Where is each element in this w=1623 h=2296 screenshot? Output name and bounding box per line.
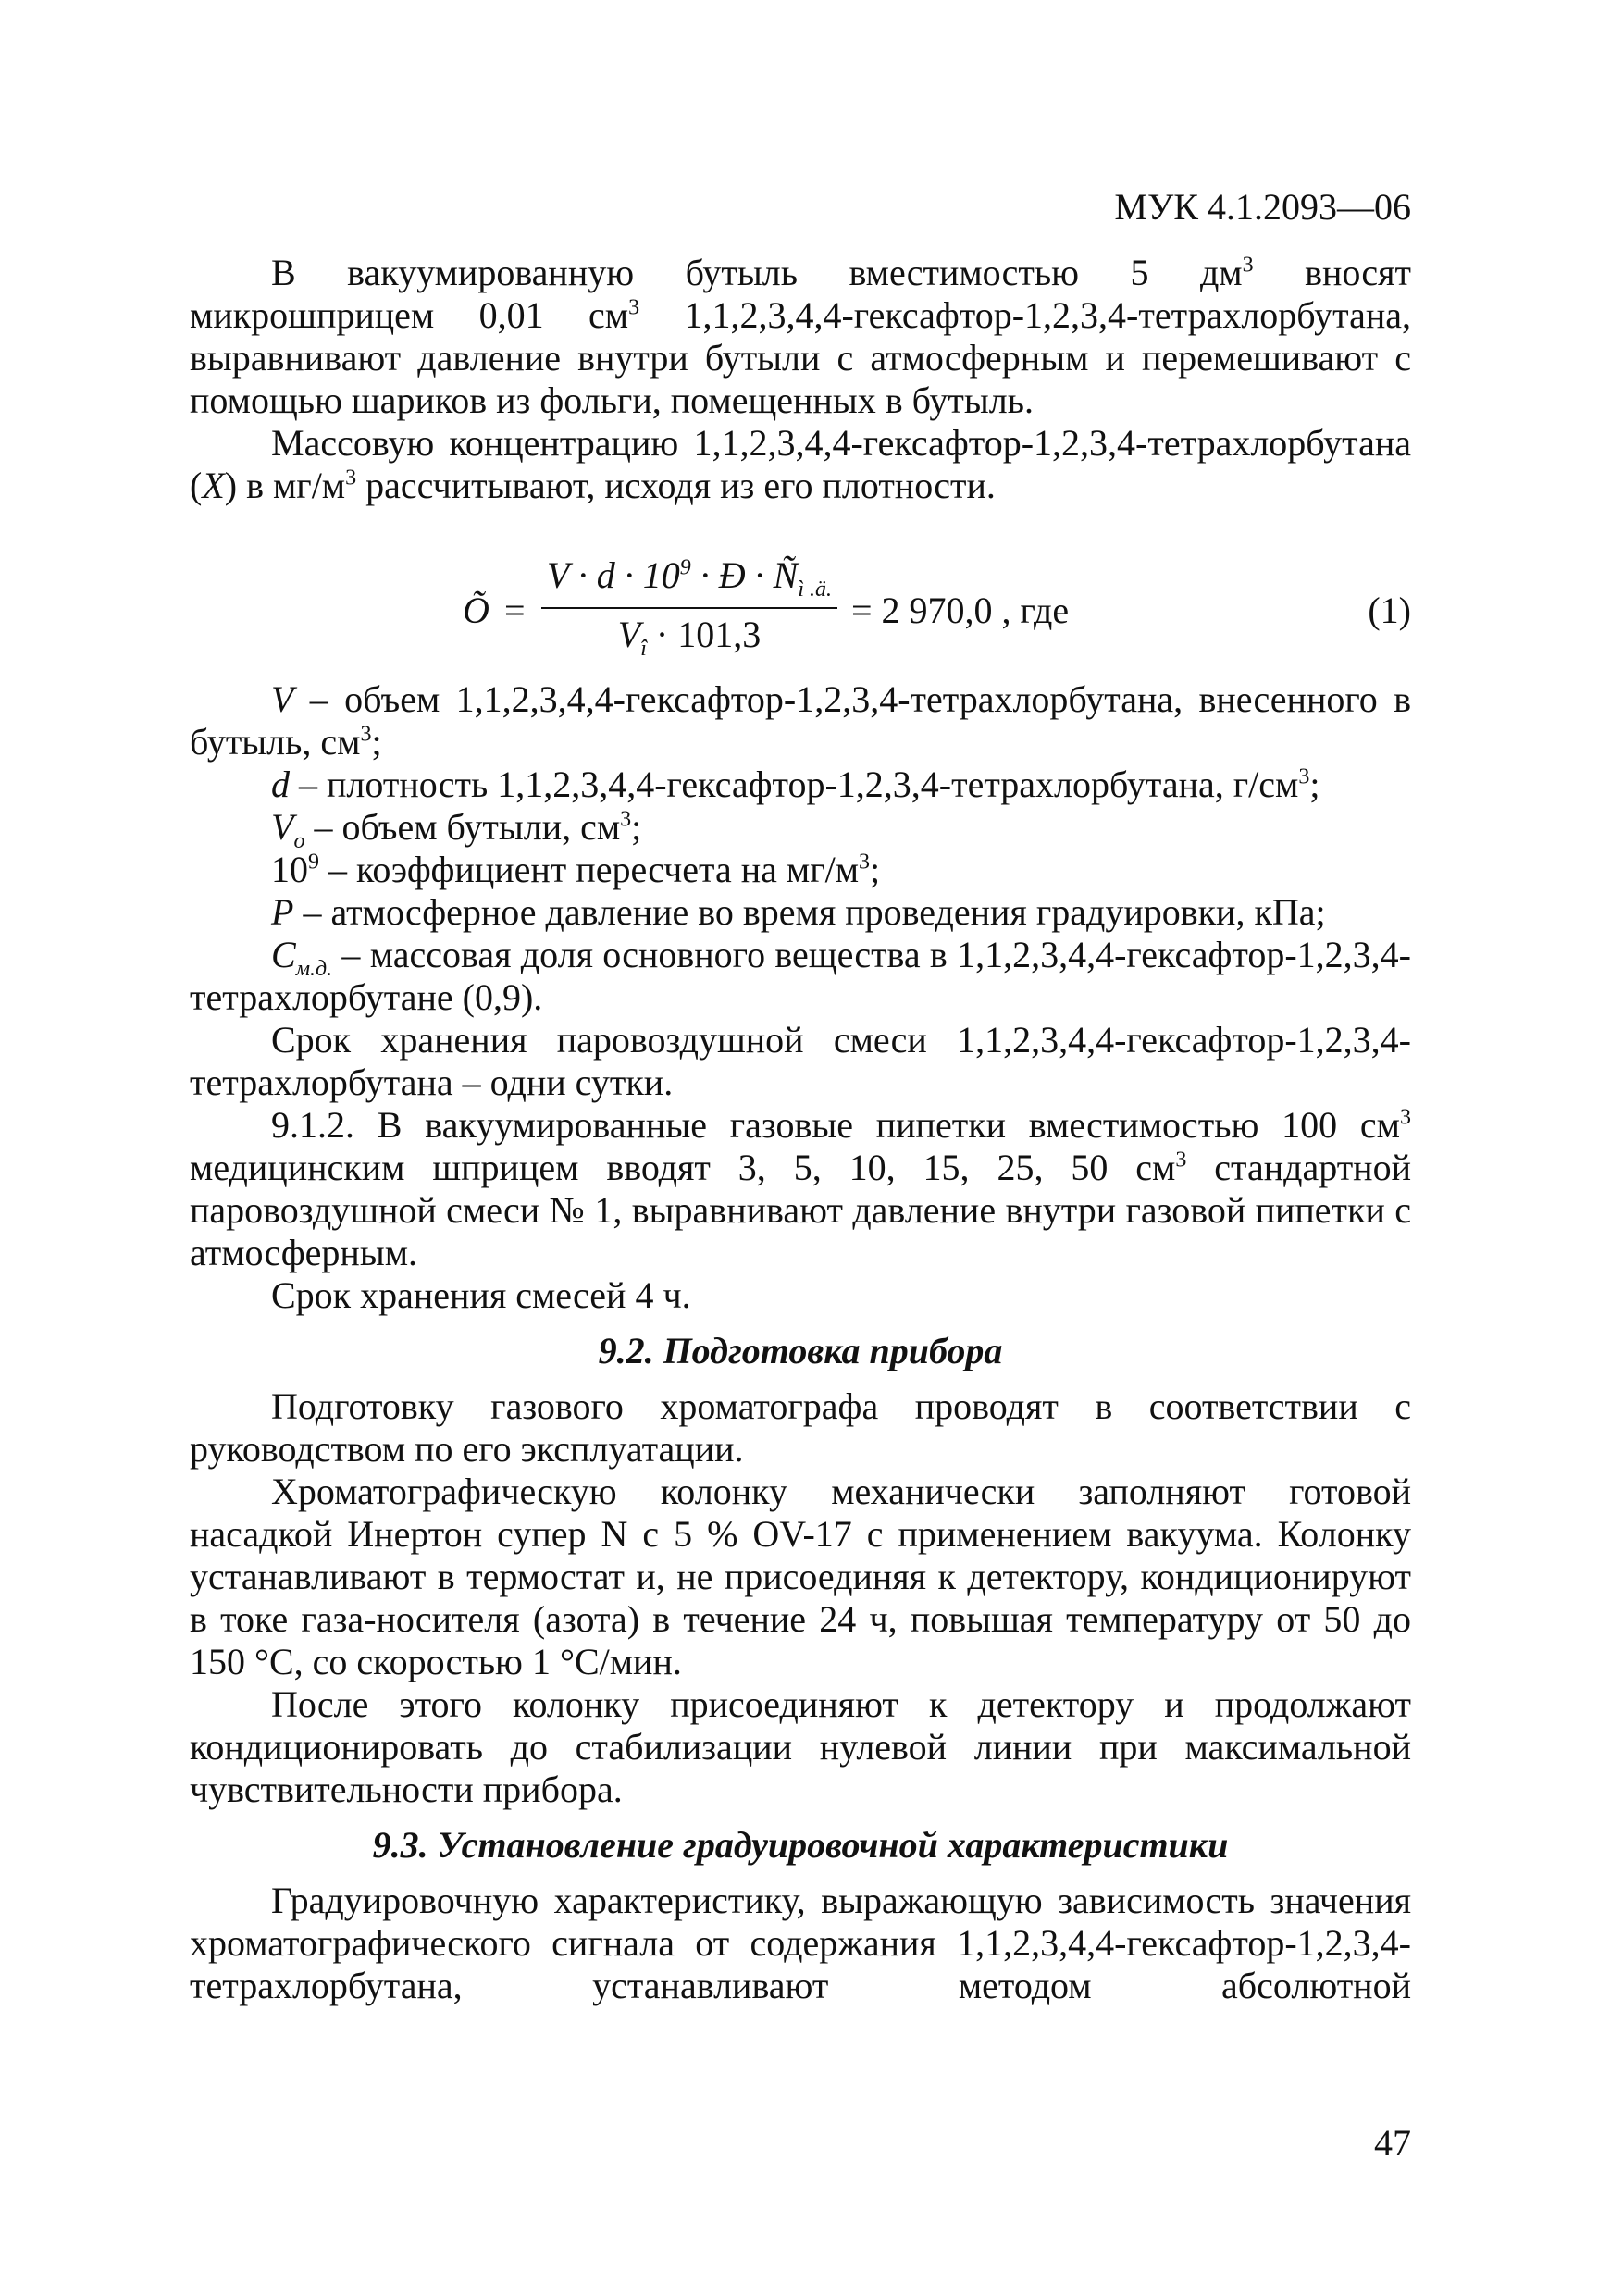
section-heading-9-3: 9.3. Установление градуировочной характеристики [372, 1824, 1229, 1866]
body-text-main [190, 678, 1411, 2007]
paragraph-storage-mixtures: Срок хранения смесей 4 ч. [271, 1274, 691, 1316]
formula-number: (1) [1368, 590, 1411, 631]
paragraph-storage-mixture: Срок хранения паровоздушной смеси 1,1,2,3,4,4-гексафтор-1,2,3,4-тетрахлорбутана – одни сутки. [190, 1019, 1411, 1103]
paragraph-column-conditioning: После этого колонку присоединяют к детектору и продолжают кондиционировать до стабилизации нулевой линии при максимальной чувствительности прибора. [190, 1683, 1411, 1810]
definition-item: $V_o$ – объем бутыли, $см^3$; [271, 806, 642, 853]
formula-equals: = [504, 590, 526, 631]
paragraph-column-packing: Хроматографическую колонку механически заполняют готовой насадкой Инертон супер N с 5 % OV-17 с применением вакуума. Колонку устанавливают в термостат и, не присоединяя к детектору, кондиционируют в токе газа-носителя (азота) в течение 24 ч, повышая температуру от 50 до 150 °С, со скоростью 1 °С/мин. [190, 1471, 1411, 1682]
paragraph-chromatograph-prep: Подготовку газового хроматографа проводят в соответствии с руководством по его эксплуатации. [190, 1385, 1411, 1470]
definition-item: $10^9$ – коэффициент пересчета на $мг/м^3$; [271, 849, 881, 890]
formula-numerator: $V \cdot d \cdot 10^9$ · Ð · $Ñ_{ì .ä.}$ [547, 554, 832, 602]
definition-item: $С_{м.д.}$ – массовая доля основного вещества в 1,1,2,3,4,4-гексафтор-1,2,3,4-тетрахлорбутане (0,9). [190, 934, 1411, 1018]
fraction-bar [541, 607, 837, 609]
definition-item: V – объем 1,1,2,3,4,4-гексафтор-1,2,3,4-тетрахлорбутана, внесенного в бутыль, $см^3$; [190, 678, 1411, 763]
paragraph-9-1-2: 9.1.2. В вакуумированные газовые пипетки вместимостью 100 $см^3$ медицинским шприцем вводят 3, 5, 10, 15, 25, 50 $см^3$ стандартной паровоздушной смеси № 1, выравнивают давление внутри газовой пипетки с атмосферным. [190, 1104, 1411, 1273]
definition-item: P – атмосферное давление во время проведения градуировки, кПа; [271, 891, 1326, 933]
body-text-top [190, 252, 1411, 507]
paragraph-bottle-preparation: В вакуумированную бутыль вместимостью 5 $дм^3$ вносят микрошприцем 0,01 $см^3$ 1,1,2,3,4,4-гексафтор-1,2,3,4-тетрахлорбутана, выравнивают давление внутри бутыли с атмосферным и перемешивают с помощью шариков из фольги, помещенных в бутыль. [190, 252, 1411, 421]
formula-result: = 2 970,0 , где [851, 590, 1070, 631]
section-heading-9-2: 9.2. Подготовка прибора [598, 1330, 1003, 1371]
paragraph-calibration: Градуировочную характеристику, выражающую зависимость значения хроматографического сигнала от содержания 1,1,2,3,4,4-гексафтор-1,2,3,4-тетрахлорбутана, устанавливают методом абсолютной [190, 1880, 1411, 2006]
document-code: МУК 4.1.2093—06 [1114, 186, 1411, 228]
document-page [190, 0, 1411, 2296]
formula-lhs: Õ [463, 590, 489, 631]
paragraph-mass-concentration: Массовую концентрацию 1,1,2,3,4,4-гексафтор-1,2,3,4-тетрахлорбутана (X) в $мг/м^3$ рассчитывают, исходя из его плотности. [190, 422, 1411, 506]
formula-denominator: $V_î \cdot 101,3$ [617, 614, 762, 661]
formula-fraction [541, 553, 837, 664]
formula-1 [190, 553, 1411, 664]
definition-item: d – плотность 1,1,2,3,4,4-гексафтор-1,2,3,4-тетрахлорбутана, $г/см^3$; [271, 763, 1320, 805]
page-number: 47 [1374, 2122, 1411, 2164]
